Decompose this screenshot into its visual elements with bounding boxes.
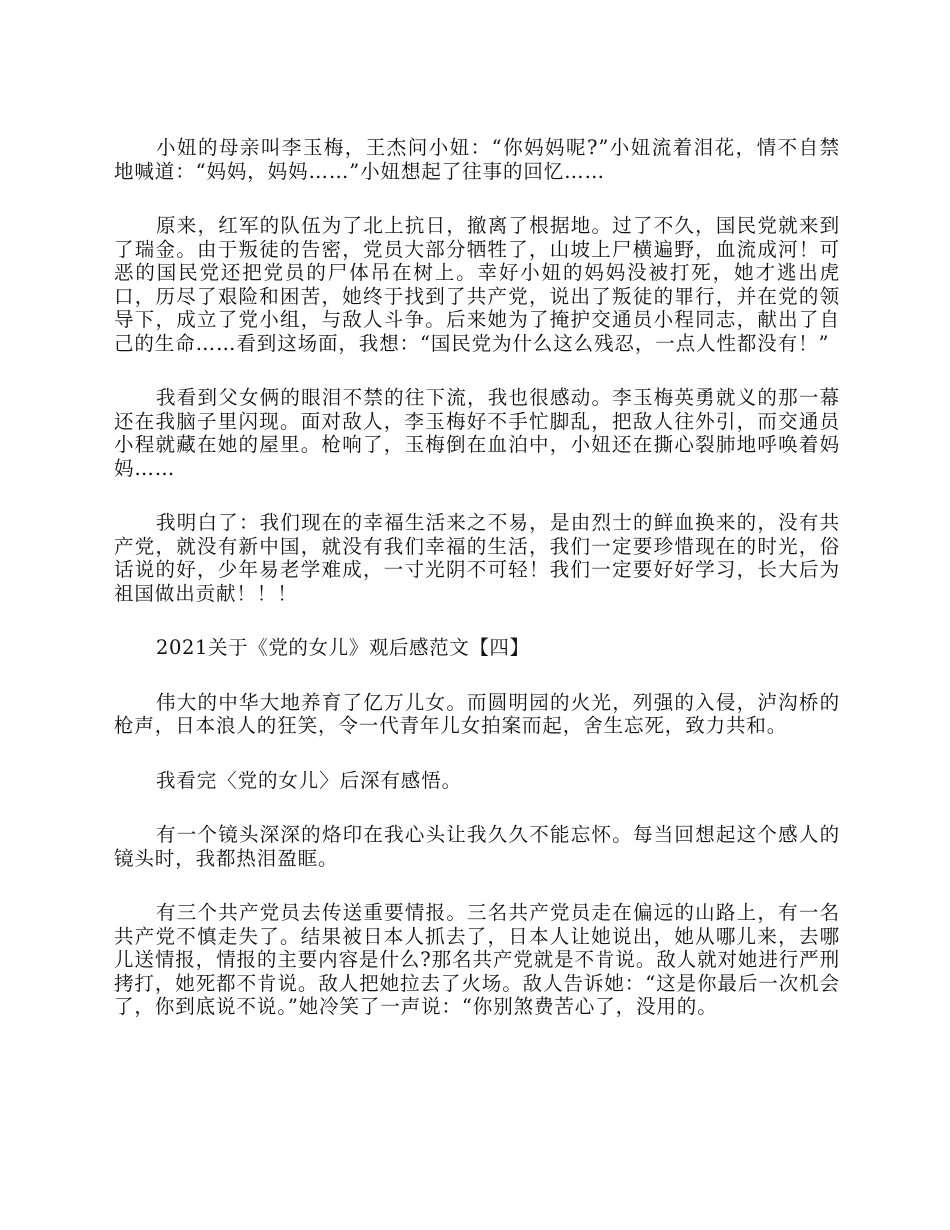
paragraph-6: 我看完〈党的女儿〉后深有感悟。 <box>156 768 463 792</box>
paragraph-gap <box>114 660 840 691</box>
paragraph-4: 我明白了：我们现在的幸福生活来之不易，是由烈士的鲜血换来的，没有共产党，就没有新中国，就没有我们幸福的生活，我们一定要珍惜现在的时光，俗话说的好，少年易老学难成，一寸光阴不可轻！我们一定要好好学习，长大后为祖国做出贡献！！！ <box>114 511 840 605</box>
paragraph-gap <box>114 355 840 386</box>
section-heading: 2021关于《党的女儿》观后感范文【四】 <box>156 636 530 659</box>
paragraph-gap <box>114 480 840 511</box>
paragraph-1: 小妞的母亲叫李玉梅，王杰问小妞：“你妈妈呢?”小妞流着泪花，情不自禁地喊道：“妈妈，妈妈……”小妞想起了往事的回忆…… <box>114 136 840 183</box>
paragraph-gap <box>114 183 840 214</box>
paragraph-5: 伟大的中华大地养育了亿万儿女。而圆明园的火光，列强的入侵，泸沟桥的枪声，日本浪人的狂笑，令一代青年儿女拍案而起，舍生忘死，致力共和。 <box>114 690 840 737</box>
paragraph-gap <box>114 870 840 901</box>
paragraph-7: 有一个镜头深深的烙印在我心头让我久久不能忘怀。每当回想起这个感人的镜头时，我都热泪盈眶。 <box>114 823 840 870</box>
paragraph-2: 原来，红军的队伍为了北上抗日，撤离了根据地。过了不久，国民党就来到了瑞金。由于叛徒的告密，党员大部分牺牲了，山坡上尸横遍野，血流成河！可恶的国民党还把党员的尸体吊在树上。幸好小妞的妈妈没被打死，她才逃出虎口，历尽了艰险和困苦，她终于找到了共产党，说出了叛徒的罪行，并在党的领导下，成立了党小组，与敌人斗争。后来她为了掩护交通员小程同志，献出了自己的生命……看到这场面，我想：“国民党为什么这么残忍，一点人性都没有！” <box>114 214 840 355</box>
paragraph-gap <box>114 792 840 823</box>
paragraph-8: 有三个共产党员去传送重要情报。三名共产党员走在偏远的山路上，有一名共产党不慎走失了。结果被日本人抓去了，日本人让她说出，她从哪儿来，去哪儿送情报，情报的主要内容是什么?那名共产党就是不肯说。敌人就对她进行严刑拷打，她死都不肯说。敌人把她拉去了火场。敌人告诉她：“这是你最后一次机会了，你到底说不说。”她冷笑了一声说：“你别煞费苦心了，没用的。 <box>114 901 840 1018</box>
paragraph-gap <box>114 738 840 769</box>
document-page <box>114 136 840 1019</box>
paragraph-gap <box>114 605 840 636</box>
paragraph-3: 我看到父女俩的眼泪不禁的往下流，我也很感动。李玉梅英勇就义的那一幕还在我脑子里闪现。面对敌人，李玉梅好不手忙脚乱，把敌人往外引，而交通员小程就藏在她的屋里。枪响了，玉梅倒在血泊中，小妞还在撕心裂肺地呼唤着妈妈…… <box>114 386 840 480</box>
